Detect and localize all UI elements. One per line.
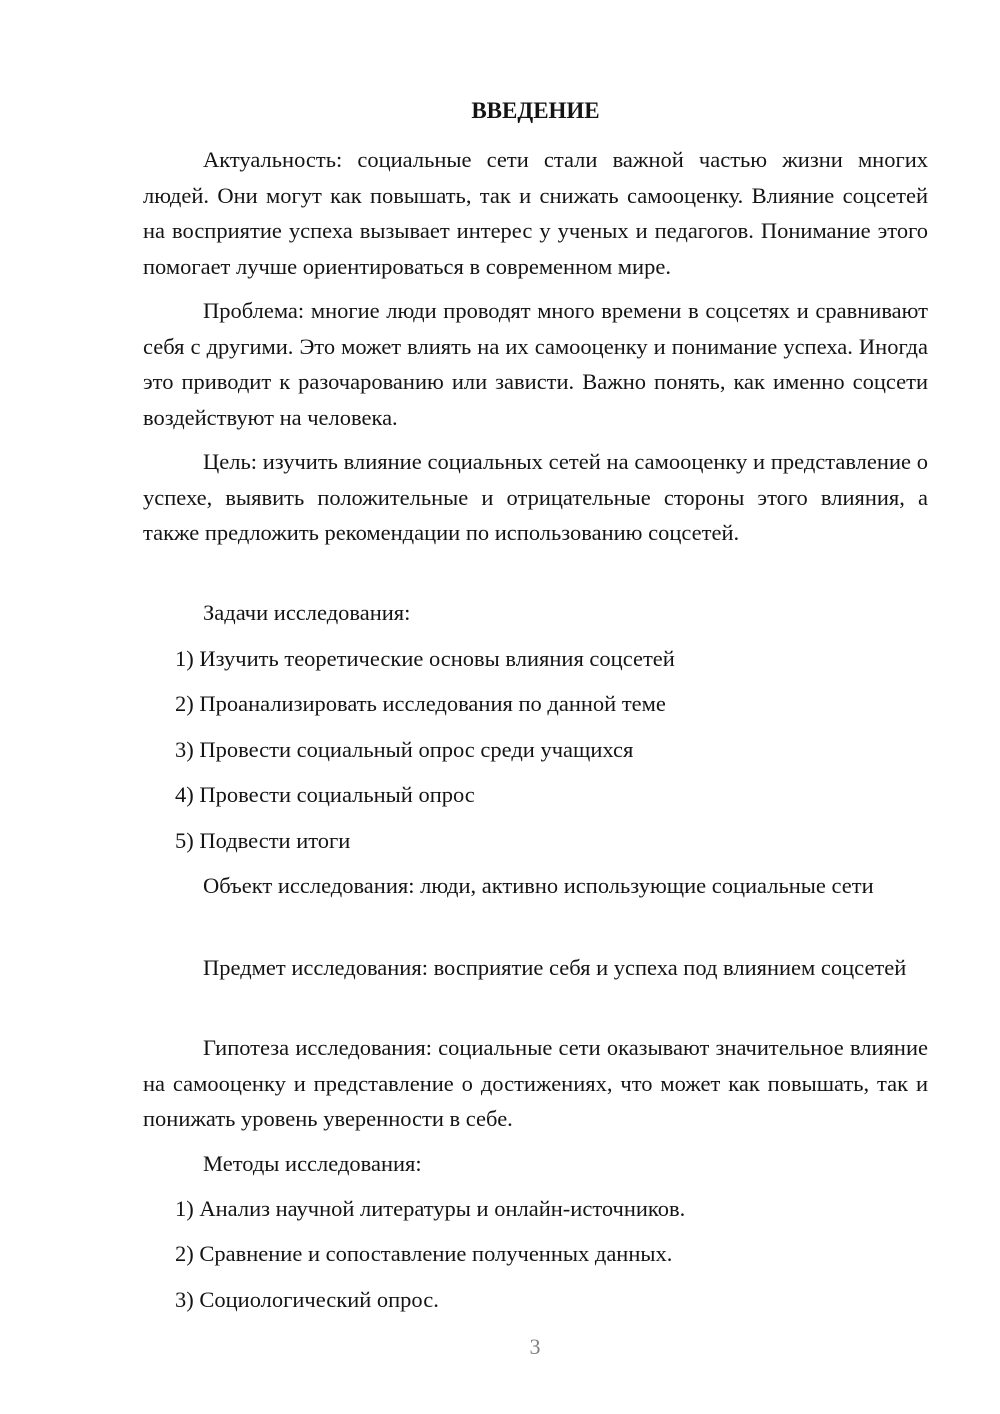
task-item: 3) Провести социальный опрос среди учащихся [175, 737, 634, 762]
task-item: 1) Изучить теоретические основы влияния соцсетей [175, 646, 675, 671]
task-item: 4) Провести социальный опрос [175, 782, 475, 807]
problem-paragraph: Проблема: многие люди проводят много времени в соцсетях и сравнивают себя с другими. Это может влиять на их самооценку и понимание успеха. Иногда это приводит к разочарованию или зависти. Важно понять, как именно соцсети воздействуют на человека. [143, 298, 928, 430]
task-item: 5) Подвести итоги [175, 828, 351, 853]
methods-title: Методы исследования: [203, 1151, 422, 1176]
goal-paragraph: Цель: изучить влияние социальных сетей на самооценку и представление о успехе, выявить положительные и отрицательные стороны этого влияния, а также предложить рекомендации по использованию соцсетей. [143, 449, 928, 545]
method-item: 2) Сравнение и сопоставление полученных данных. [175, 1241, 673, 1266]
page-number: 3 [529, 1334, 541, 1359]
method-item: 3) Социологический опрос. [175, 1287, 439, 1312]
tasks-title: Задачи исследования: [203, 600, 411, 625]
task-item: 2) Проанализировать исследования по данной теме [175, 691, 666, 716]
hypothesis-paragraph: Гипотеза исследования: социальные сети оказывают значительное влияние на самооценку и представление о достижениях, что может как повышать, так и понижать уровень уверенности в себе. [143, 1035, 928, 1131]
section-heading: ВВЕДЕНИЕ [471, 98, 600, 123]
relevance-paragraph: Актуальность: социальные сети стали важной частью жизни многих людей. Они могут как повышать, так и снижать самооценку. Влияние соцсетей на восприятие успеха вызывает интерес у ученых и педагогов. Понимание этого помогает лучше ориентироваться в современном мире. [143, 147, 928, 279]
subject-paragraph: Предмет исследования: восприятие себя и успеха под влиянием соцсетей [203, 955, 907, 980]
object-paragraph: Объект исследования: люди, активно использующие социальные сети [203, 873, 874, 898]
method-item: 1) Анализ научной литературы и онлайн-источников. [175, 1196, 686, 1221]
